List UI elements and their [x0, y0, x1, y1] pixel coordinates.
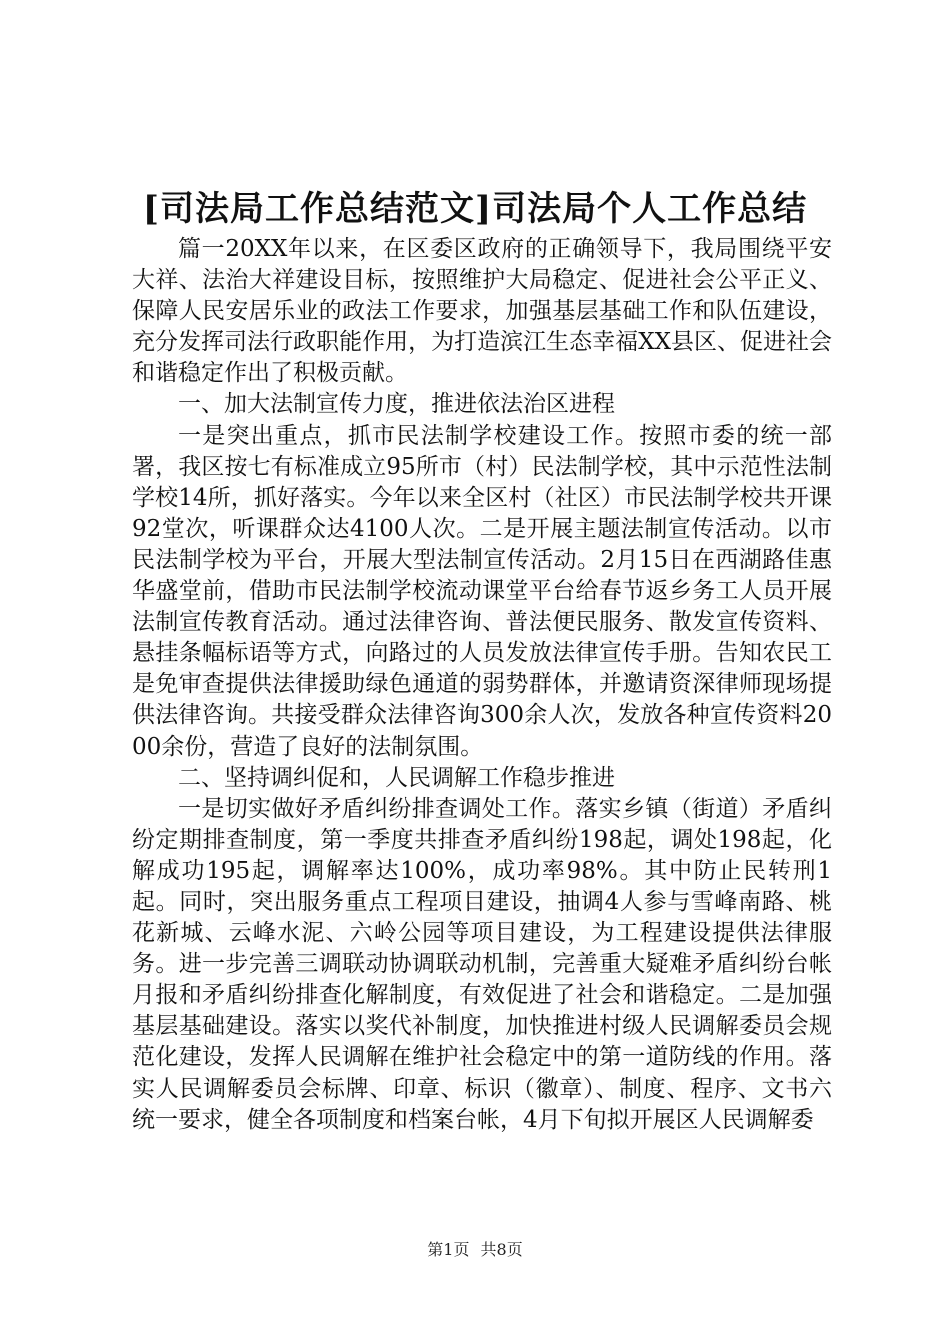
page-total: 共8页	[480, 1240, 523, 1259]
page-footer	[0, 1240, 950, 1260]
paragraph-section-1: 一是突出重点，抓市民法制学校建设工作。按照市委的统一部署，我区按七有标准成立95所市（村）民法制学校，其中示范性法制学校14所，抓好落实。今年以来全区村（社区）市民法制学校共开课92堂次，听课群众达4100人次。二是开展主题法制宣传活动。以市民法制学校为平台，开展大型法制宣传活动。2月15日在西湖路佳惠华盛堂前，借助市民法制学校流动课堂平台给春节返乡务工人员开展法制宣传教育活动。通过法律咨询、普法便民服务、散发宣传资料、悬挂条幅标语等方式，向路过的人员发放法律宣传手册。告知农民工是免审查提供法律援助绿色通道的弱势群体，并邀请资深律师现场提供法律咨询。共接受群众法律咨询300余人次，发放各种宣传资料2000余份，营造了良好的法制氛围。	[132, 422, 832, 760]
section-heading-1: 一、加大法制宣传力度，推进依法治区进程	[178, 391, 615, 418]
page-number: 第1页	[427, 1240, 470, 1259]
paragraph-intro: 篇一20XX年以来，在区委区政府的正确领导下，我局围绕平安大祥、法治大祥建设目标，按照维护大局稳定、促进社会公平正义、保障人民安居乐业的政法工作要求，加强基层基础工作和队伍建设，充分发挥司法行政职能作用，为打造滨江生态幸福XX县区、促进社会和谐稳定作出了积极贡献。	[132, 236, 832, 387]
document-title: [司法局工作总结范文]司法局个人工作总结	[142, 189, 808, 229]
section-heading-2: 二、坚持调纠促和，人民调解工作稳步推进	[178, 764, 615, 791]
document-body	[132, 234, 832, 1136]
paragraph-section-2: 一是切实做好矛盾纠纷排查调处工作。落实乡镇（街道）矛盾纠纷定期排查制度，第一季度共排查矛盾纠纷198起，调处198起，化解成功195起，调解率达100%，成功率98%。其中防止民转刑1起。同时，突出服务重点工程项目建设，抽调4人参与雪峰南路、桃花新城、云峰水泥、六岭公园等项目建设，为工程建设提供法律服务。进一步完善三调联动协调联动机制，完善重大疑难矛盾纠纷台帐月报和矛盾纠纷排查化解制度，有效促进了社会和谐稳定。二是加强基层基础建设。落实以奖代补制度，加快推进村级人民调解委员会规范化建设，发挥人民调解在维护社会稳定中的第一道防线的作用。落实人民调解委员会标牌、印章、标识（徽章）、制度、程序、文书六统一要求，健全各项制度和档案台帐，4月下旬拟开展区人民调解委	[132, 795, 832, 1133]
